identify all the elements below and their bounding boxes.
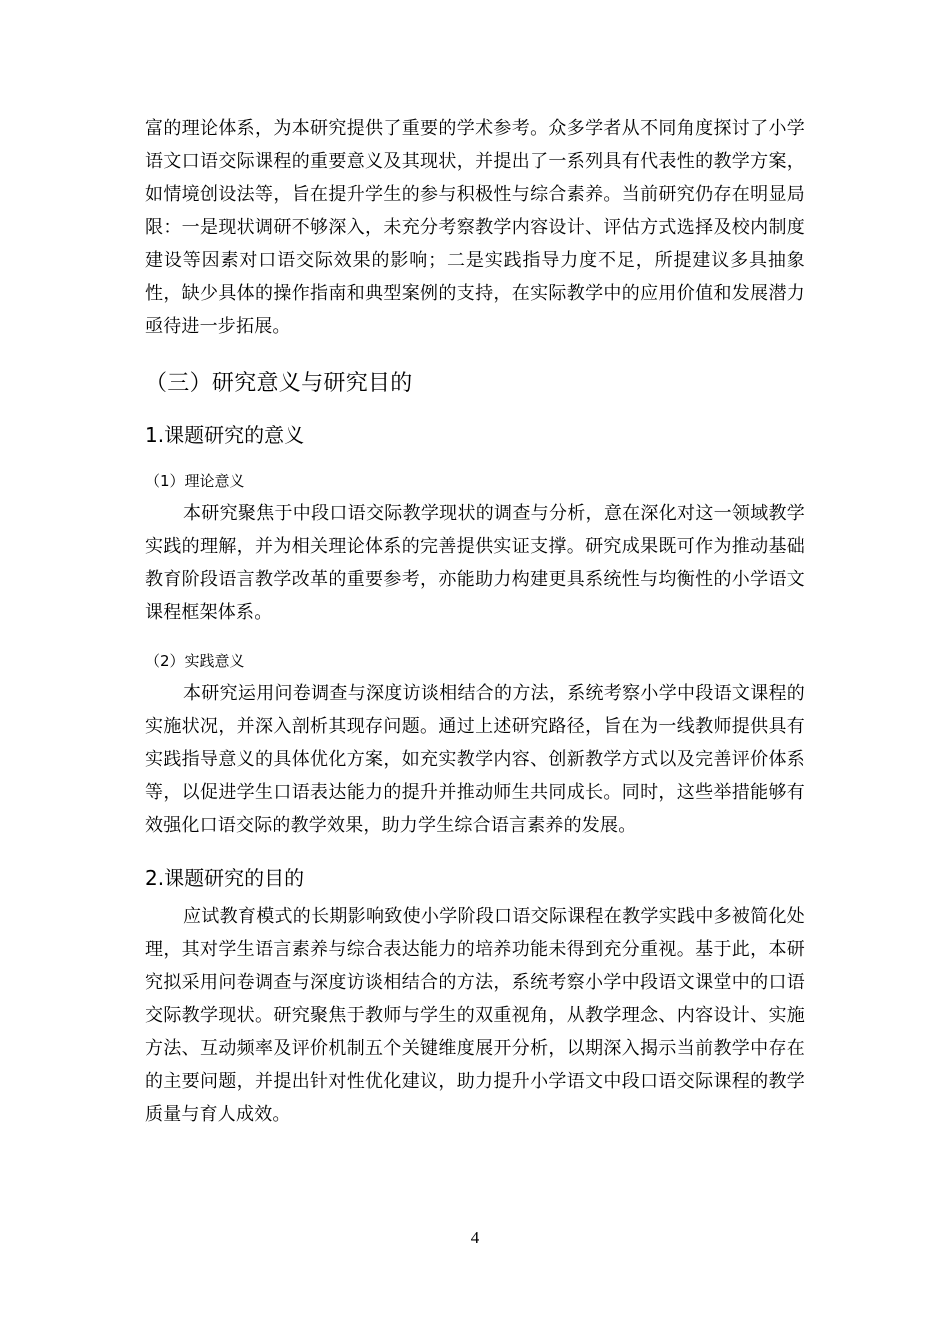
section-heading-research-significance: （三）研究意义与研究目的 bbox=[145, 371, 413, 396]
page-content bbox=[145, 112, 805, 1131]
subheading-research-purpose: 2.课题研究的目的 bbox=[145, 866, 305, 890]
paragraph-practical-significance: 本研究运用问卷调查与深度访谈相结合的方法，系统考察小学中段语文课程的实施状况，并深入剖析其现存问题。通过上述研究路径，旨在为一线教师提供具有实践指导意义的具体优化方案，如充实教学内容、创新教学方式以及完善评价体系等，以促进学生口语表达能力的提升并推动师生共同成长。同时，这些举措能够有效强化口语交际的教学效果，助力学生综合语言素养的发展。 bbox=[145, 683, 805, 836]
subheading-practical-significance: （2）实践意义 bbox=[145, 652, 245, 670]
paragraph-intro-continuation: 富的理论体系，为本研究提供了重要的学术参考。众多学者从不同角度探讨了小学语文口语交际课程的重要意义及其现状，并提出了一系列具有代表性的教学方案，如情境创设法等，旨在提升学生的参与积极性与综合素养。当前研究仍存在明显局限：一是现状调研不够深入，未充分考察教学内容设计、评估方式选择及校内制度建设等因素对口语交际效果的影响；二是实践指导力度不足，所提建议多具抽象性，缺少具体的操作指南和典型案例的支持，在实际教学中的应用价值和发展潜力亟待进一步拓展。 bbox=[145, 118, 805, 337]
paragraph-research-purpose: 应试教育模式的长期影响致使小学阶段口语交际课程在教学实践中多被简化处理，其对学生语言素养与综合表达能力的培养功能未得到充分重视。基于此，本研究拟采用问卷调查与深度访谈相结合的方法，系统考察小学中段语文课堂中的口语交际教学现状。研究聚焦于教师与学生的双重视角，从教学理念、内容设计、实施方法、互动频率及评价机制五个关键维度展开分析，以期深入揭示当前教学中存在的主要问题，并提出针对性优化建议，助力提升小学语文中段口语交际课程的教学质量与育人成效。 bbox=[145, 906, 805, 1125]
subheading-significance: 1.课题研究的意义 bbox=[145, 423, 305, 447]
paragraph-theoretical-significance: 本研究聚焦于中段口语交际教学现状的调查与分析，意在深化对这一领域教学实践的理解，并为相关理论体系的完善提供实证支撑。研究成果既可作为推动基础教育阶段语言教学改革的重要参考，亦能助力构建更具系统性与均衡性的小学语文课程框架体系。 bbox=[145, 503, 805, 623]
page-number: 4 bbox=[470, 1228, 480, 1247]
subheading-theoretical-significance: （1）理论意义 bbox=[145, 472, 245, 490]
